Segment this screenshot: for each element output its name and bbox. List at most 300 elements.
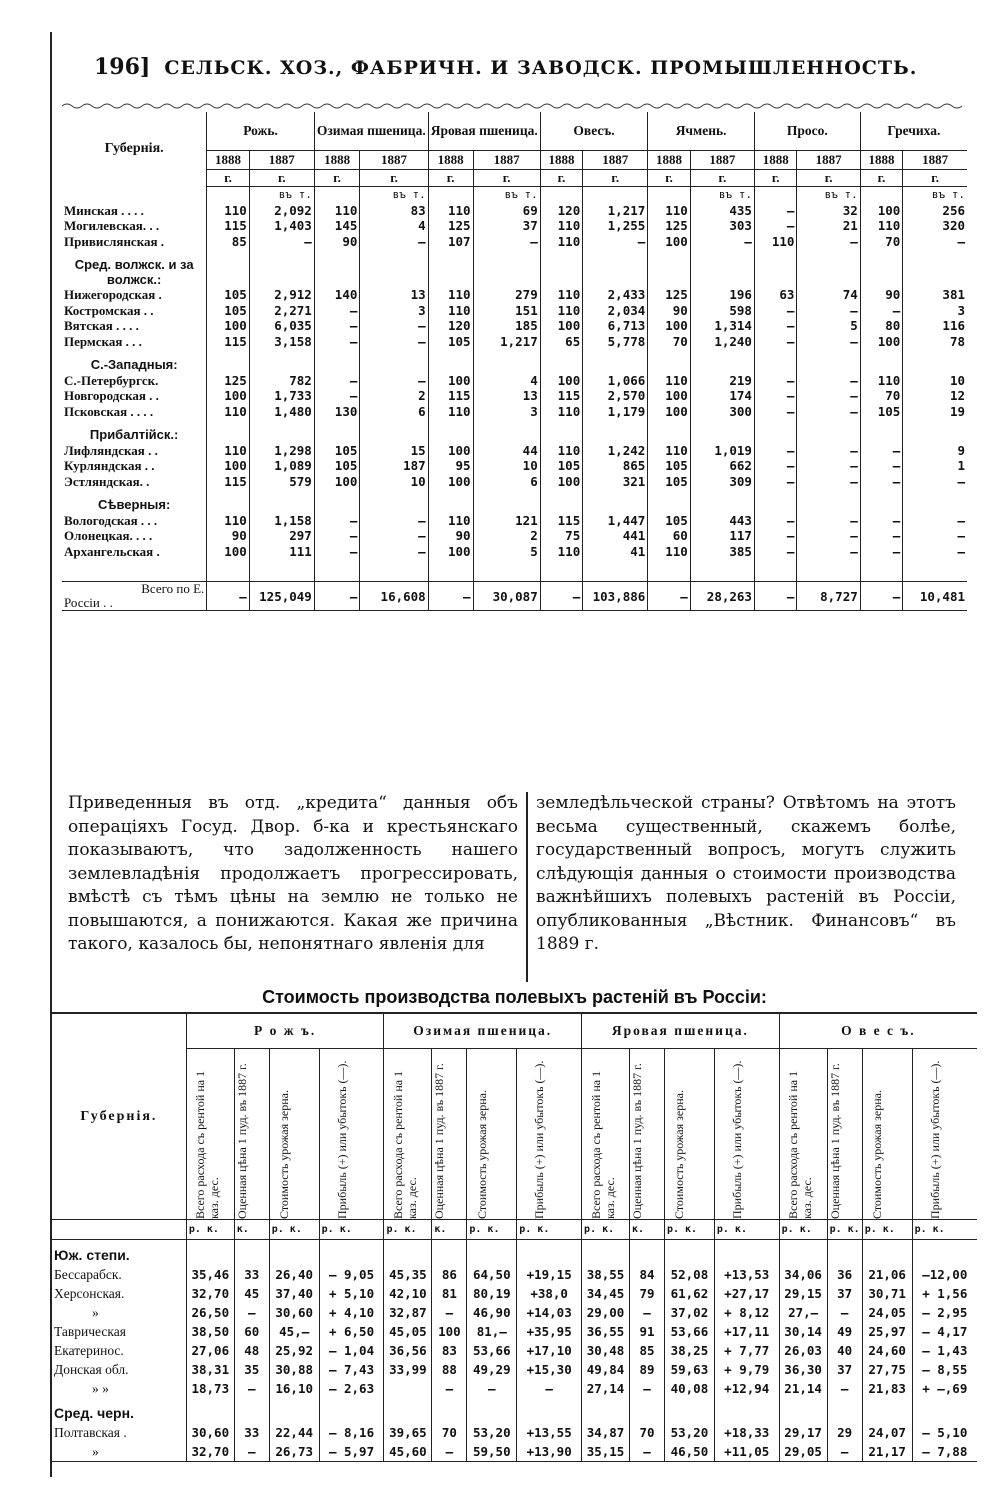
table-cell: 100: [207, 318, 250, 334]
table-cell: 140: [314, 287, 360, 303]
sub-header: [467, 1049, 517, 1220]
table-cell: 120: [540, 203, 583, 219]
spacer-cell: [648, 559, 691, 582]
empty-cell: [690, 419, 754, 443]
year-header: 1887: [473, 151, 540, 170]
spacer-cell: [583, 559, 648, 582]
table-cell: 219: [690, 373, 754, 389]
row-label: Привислянская .: [64, 233, 165, 249]
table-cell: 70: [648, 334, 691, 350]
table-cell: 29,05: [779, 1442, 827, 1462]
table-cell: 100: [540, 318, 583, 334]
table-cell: 6: [473, 474, 540, 490]
table-cell: 29,00: [582, 1303, 630, 1322]
table-cell: 25,97: [862, 1322, 912, 1341]
empty-cell: [912, 1398, 977, 1423]
table-cell: 34,87: [582, 1423, 630, 1442]
year-suffix: г.: [249, 170, 314, 187]
table-cell: 100: [428, 474, 473, 490]
table-cell: 110: [540, 443, 583, 459]
table-cell: 26,03: [779, 1341, 827, 1360]
empty-cell: [862, 1398, 912, 1423]
table-cell: 1,019: [690, 443, 754, 459]
table-cell: 30,60: [186, 1423, 234, 1442]
table-cell: 100: [428, 544, 473, 560]
table-cell: 110: [648, 544, 691, 560]
table-cell: — 2,63: [319, 1379, 384, 1398]
table-cell: —: [432, 1442, 467, 1462]
table-cell: 35: [234, 1360, 269, 1379]
table-cell: + 5,10: [319, 1284, 384, 1303]
table-cell: +35,95: [517, 1322, 582, 1341]
table-cell: — 8,16: [319, 1423, 384, 1442]
empty-cell: [714, 1240, 779, 1266]
table-cell: 29,15: [779, 1284, 827, 1303]
table-cell: 90: [860, 287, 903, 303]
table-cell: 21: [797, 218, 860, 234]
empty-cell: [314, 489, 360, 513]
empty-cell: [648, 419, 691, 443]
table-cell: 80: [860, 318, 903, 334]
table-cell: 110: [540, 218, 583, 234]
table-cell: —: [860, 544, 903, 560]
unit-label: р. к.: [517, 1220, 582, 1240]
year-suffix: г.: [540, 170, 583, 187]
crop-header: Просо.: [754, 112, 860, 151]
table-cell: 6: [360, 404, 428, 420]
table-cell: 256: [903, 203, 967, 219]
table-cell: — 7,43: [319, 1360, 384, 1379]
table-cell: 90: [428, 528, 473, 544]
table-cell: —: [360, 373, 428, 389]
table-row: [52, 1303, 977, 1322]
page-title: СЕЛЬСК. ХОЗ., ФАБРИЧН. И ЗАВОДСК. ПРОМЫШЛЕННОСТЬ.: [164, 57, 918, 79]
crop-header: Р о ж ъ.: [186, 1013, 384, 1049]
table-cell: 5: [473, 544, 540, 560]
empty-cell: [648, 349, 691, 373]
table-cell: —: [360, 334, 428, 350]
table-cell: 27,75: [862, 1360, 912, 1379]
table-cell: 100: [540, 373, 583, 389]
spacer-cell: [360, 559, 428, 582]
table-cell: 74: [797, 287, 860, 303]
table-cell: —: [234, 1303, 269, 1322]
table-cell: 69: [473, 203, 540, 219]
table-cell: 105: [428, 334, 473, 350]
group-label: Прибалтійск.:: [89, 427, 179, 443]
empty-cell: [797, 349, 860, 373]
year-header: 1887: [360, 151, 428, 170]
unit-label: к.: [629, 1220, 664, 1240]
empty-cell: [583, 249, 648, 287]
table-cell: 1,240: [690, 334, 754, 350]
spacer-cell: [754, 559, 797, 582]
unit-cell: [428, 187, 473, 203]
sub-header-text: Стоимость урожая зерна.: [474, 1090, 489, 1219]
table-cell: 105: [207, 303, 250, 319]
table-cell: 22,44: [269, 1423, 319, 1442]
table-cell: —: [314, 373, 360, 389]
sub-header-text: Оценная цѣна 1 пуд. въ 1887 г.: [234, 1063, 249, 1219]
table-cell: —: [797, 334, 860, 350]
table-cell: —: [754, 318, 797, 334]
table-cell: — 8,55: [912, 1360, 977, 1379]
table-cell: 38,25: [664, 1341, 714, 1360]
empty-cell: [540, 249, 583, 287]
table-cell: —: [903, 513, 967, 529]
table-cell: 100: [432, 1322, 467, 1341]
table-cell: 49,29: [467, 1360, 517, 1379]
empty-cell: [540, 419, 583, 443]
empty-cell: [428, 419, 473, 443]
table-cell: 35,15: [582, 1442, 630, 1462]
table-cell: 110: [860, 373, 903, 389]
table-cell: 24,60: [862, 1341, 912, 1360]
table-cell: —: [432, 1379, 467, 1398]
table-cell: 320: [903, 218, 967, 234]
table-cell: 1: [903, 458, 967, 474]
unit-label: р. к.: [862, 1220, 912, 1240]
year-header: 1887: [690, 151, 754, 170]
spacer-cell: [249, 559, 314, 582]
spacer-cell: [207, 559, 250, 582]
table-cell: 32: [797, 203, 860, 219]
table-cell: —: [314, 528, 360, 544]
unit-label: р. к.: [582, 1220, 630, 1240]
table-cell: 1,314: [690, 318, 754, 334]
empty-cell: [648, 249, 691, 287]
table-row: [52, 1360, 977, 1379]
table-cell: 110: [754, 234, 797, 250]
table-cell: 6,713: [583, 318, 648, 334]
table-cell: 110: [428, 203, 473, 219]
table-cell: 3: [473, 404, 540, 420]
empty-cell: [360, 249, 428, 287]
table-cell: 303: [690, 218, 754, 234]
row-label: С.-Петербургск.: [64, 372, 159, 388]
empty-cell: [629, 1398, 664, 1423]
sub-header: [319, 1049, 384, 1220]
year-suffix: г.: [860, 170, 903, 187]
table-cell: 105: [540, 458, 583, 474]
empty-cell: [903, 419, 967, 443]
empty-cell: [754, 489, 797, 513]
table-cell: —: [797, 544, 860, 560]
table-cell: 70: [432, 1423, 467, 1442]
table-cell: —: [314, 334, 360, 350]
group-label: Сѣверныя:: [97, 497, 171, 513]
table-cell: 32,70: [186, 1442, 234, 1462]
total-cell: —: [648, 582, 691, 611]
table-cell: 29: [827, 1423, 862, 1442]
table-cell: 42,10: [384, 1284, 432, 1303]
empty-cell: [207, 419, 250, 443]
table-cell: 5,778: [583, 334, 648, 350]
unit-label: к.: [234, 1220, 269, 1240]
unit-spacer: [52, 1220, 186, 1240]
table-cell: 300: [690, 404, 754, 420]
empty-cell: [186, 1240, 234, 1266]
table-row: [62, 474, 967, 490]
table-cell: 1,066: [583, 373, 648, 389]
table-cell: 91: [629, 1322, 664, 1341]
row-label: » »: [92, 1381, 109, 1396]
empty-cell: [467, 1240, 517, 1266]
row-label: Екатеринос.: [54, 1343, 124, 1358]
empty-cell: [827, 1398, 862, 1423]
table-cell: 309: [690, 474, 754, 490]
table-cell: 84: [629, 1265, 664, 1284]
table-cell: 100: [540, 474, 583, 490]
table-row: [62, 234, 967, 250]
table-cell: 115: [540, 513, 583, 529]
table-cell: 151: [473, 303, 540, 319]
table-cell: —: [314, 318, 360, 334]
empty-cell: [903, 249, 967, 287]
empty-cell: [249, 249, 314, 287]
table-cell: + 1,56: [912, 1284, 977, 1303]
table-cell: —: [314, 303, 360, 319]
table-cell: 10: [473, 458, 540, 474]
row-label: Могилевская. . .: [64, 218, 160, 234]
table-cell: — 5,97: [319, 1442, 384, 1462]
table-cell: —: [797, 513, 860, 529]
table-cell: 110: [428, 303, 473, 319]
sub-header-text: Оценная цѣна 1 пуд. въ 1887 г.: [827, 1063, 842, 1219]
table-cell: 36,55: [582, 1322, 630, 1341]
table-cell: —: [797, 528, 860, 544]
crop-header: Овесъ.: [540, 112, 648, 151]
wavy-divider: [62, 102, 967, 110]
table-cell: 297: [249, 528, 314, 544]
table-cell: —: [827, 1379, 862, 1398]
table-cell: 105: [648, 513, 691, 529]
table-row: [62, 388, 967, 404]
table-cell: —: [797, 388, 860, 404]
table-cell: 1,089: [249, 458, 314, 474]
crop-header: Яровая пшеница.: [582, 1013, 780, 1049]
unit-label: р. к.: [319, 1220, 384, 1240]
table-cell: —: [797, 303, 860, 319]
group-label: Сред. волжск. и за волжск.:: [74, 257, 194, 287]
table-cell: 110: [540, 234, 583, 250]
row-label: »: [92, 1305, 99, 1320]
empty-cell: [473, 489, 540, 513]
table-cell: 2,570: [583, 388, 648, 404]
table-cell: 110: [540, 287, 583, 303]
table-cell: 90: [207, 528, 250, 544]
total-cell: —: [540, 582, 583, 611]
table-cell: 38,50: [186, 1322, 234, 1341]
table-cell: 9: [903, 443, 967, 459]
table-cell: + 6,50: [319, 1322, 384, 1341]
table-cell: +13,55: [517, 1423, 582, 1442]
table-cell: 662: [690, 458, 754, 474]
table-cell: —: [903, 528, 967, 544]
table-cell: 115: [540, 388, 583, 404]
table-cell: 1,733: [249, 388, 314, 404]
row-label: Бессарабск.: [54, 1267, 122, 1282]
table-cell: 441: [583, 528, 648, 544]
column-header-gubernia: Губернія.: [104, 141, 164, 157]
row-label: Пермская . . .: [64, 333, 142, 349]
table-cell: 81,—: [467, 1322, 517, 1341]
total-label: [62, 582, 207, 611]
total-cell: —: [428, 582, 473, 611]
unit-cell: [648, 187, 691, 203]
table-cell: 30,14: [779, 1322, 827, 1341]
cost-table-caption: Стоимость производства полевыхъ растеній въ Россіи:: [262, 987, 767, 1007]
total-cell: —: [754, 582, 797, 611]
empty-cell: [384, 1240, 432, 1266]
crop-header: Гречиха.: [860, 112, 967, 151]
table-cell: 865: [583, 458, 648, 474]
empty-cell: [754, 419, 797, 443]
table-cell: 782: [249, 373, 314, 389]
table-cell: — 7,88: [912, 1442, 977, 1462]
table-cell: 18,73: [186, 1379, 234, 1398]
empty-cell: [517, 1398, 582, 1423]
year-header: 1888: [207, 151, 250, 170]
unit-label: въ т.: [249, 187, 314, 203]
sub-header: [186, 1049, 234, 1220]
table-cell: 2,034: [583, 303, 648, 319]
row-label: Вологодская . . .: [64, 512, 158, 528]
sub-header: [779, 1049, 827, 1220]
table-cell: —: [360, 513, 428, 529]
table-cell: 36: [827, 1265, 862, 1284]
table-cell: 33: [234, 1423, 269, 1442]
row-label: Костромская . .: [64, 302, 154, 318]
table-cell: 21,17: [862, 1442, 912, 1462]
table-cell: — 1,04: [319, 1341, 384, 1360]
table-cell: 35,46: [186, 1265, 234, 1284]
table-cell: 90: [314, 234, 360, 250]
table-cell: 100: [648, 404, 691, 420]
table-cell: 110: [207, 203, 250, 219]
table-cell: 21,83: [862, 1379, 912, 1398]
table-cell: —: [827, 1442, 862, 1462]
table-cell: —: [360, 234, 428, 250]
sub-header: [582, 1049, 630, 1220]
sub-header-text: Оценная цѣна 1 пуд. въ 1887 г.: [629, 1063, 644, 1219]
row-label: Донская обл.: [54, 1362, 129, 1377]
table-cell: 30,48: [582, 1341, 630, 1360]
table-cell: 125: [207, 373, 250, 389]
table-cell: 34,45: [582, 1284, 630, 1303]
table-row: [62, 544, 967, 560]
year-suffix: г.: [314, 170, 360, 187]
table-cell: —: [629, 1303, 664, 1322]
table-cell: 110: [428, 513, 473, 529]
table-cell: —: [314, 513, 360, 529]
table-cell: —: [860, 528, 903, 544]
empty-cell: [428, 489, 473, 513]
table-cell: 110: [540, 303, 583, 319]
table-cell: 110: [860, 218, 903, 234]
table-cell: 21,14: [779, 1379, 827, 1398]
sub-header: [629, 1049, 664, 1220]
year-header: 1888: [428, 151, 473, 170]
spacer-cell: [473, 559, 540, 582]
table-cell: 145: [314, 218, 360, 234]
crop-header: Яровая пшеница.: [428, 112, 540, 151]
table-cell: 34,06: [779, 1265, 827, 1284]
empty-cell: [860, 489, 903, 513]
empty-cell: [234, 1398, 269, 1423]
table-row: [52, 1322, 977, 1341]
crop-header: Ячмень.: [648, 112, 755, 151]
sub-header-text: Стоимость урожая зерна.: [672, 1090, 687, 1219]
table-cell: — 2,95: [912, 1303, 977, 1322]
table-cell: 111: [249, 544, 314, 560]
table-cell: 3: [903, 303, 967, 319]
table-cell: 24,07: [862, 1423, 912, 1442]
column-divider: [526, 792, 528, 982]
table-cell: —: [860, 474, 903, 490]
unit-label: въ т.: [797, 187, 860, 203]
harvest-table: [62, 112, 967, 611]
year-suffix: г.: [207, 170, 250, 187]
unit-cell: [314, 187, 360, 203]
year-header: 1887: [903, 151, 967, 170]
table-cell: —: [754, 458, 797, 474]
table-cell: —: [754, 513, 797, 529]
table-cell: 63: [754, 287, 797, 303]
table-cell: 185: [473, 318, 540, 334]
table-cell: 85: [629, 1341, 664, 1360]
table-cell: —: [754, 388, 797, 404]
table-cell: 83: [360, 203, 428, 219]
table-cell: —: [754, 218, 797, 234]
sub-header-text: Прибыль (+) или убытокъ (—).: [334, 1060, 349, 1219]
table-cell: 110: [540, 404, 583, 420]
table-cell: —: [797, 474, 860, 490]
table-cell: 4: [473, 373, 540, 389]
table-cell: —: [234, 1442, 269, 1462]
empty-cell: [779, 1240, 827, 1266]
table-cell: —: [860, 513, 903, 529]
table-cell: 25,92: [269, 1341, 319, 1360]
unit-label: въ т.: [690, 187, 754, 203]
table-cell: 37,40: [269, 1284, 319, 1303]
cost-table: [52, 1012, 977, 1462]
empty-cell: [903, 349, 967, 373]
table-cell: 16,10: [269, 1379, 319, 1398]
empty-cell: [207, 349, 250, 373]
table-cell: 37,02: [664, 1303, 714, 1322]
table-cell: 26,73: [269, 1442, 319, 1462]
row-label: Новгородская . .: [64, 388, 159, 404]
sub-header: [714, 1049, 779, 1220]
year-header: 1888: [754, 151, 797, 170]
table-cell: 105: [314, 443, 360, 459]
empty-cell: [319, 1240, 384, 1266]
empty-cell: [384, 1398, 432, 1423]
table-cell: 45,—: [269, 1322, 319, 1341]
year-suffix: г.: [473, 170, 540, 187]
spacer-cell: [428, 559, 473, 582]
table-cell: — 4,17: [912, 1322, 977, 1341]
year-suffix: г.: [428, 170, 473, 187]
table-cell: —: [903, 544, 967, 560]
table-cell: + 9,79: [714, 1360, 779, 1379]
table-cell: 88: [432, 1360, 467, 1379]
table-cell: —: [690, 234, 754, 250]
table-cell: 3: [360, 303, 428, 319]
table-cell: 125: [428, 218, 473, 234]
table-cell: 115: [207, 334, 250, 350]
